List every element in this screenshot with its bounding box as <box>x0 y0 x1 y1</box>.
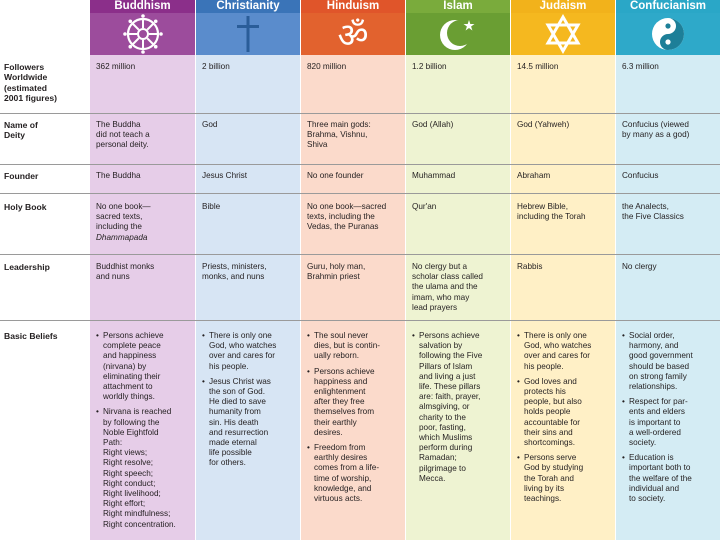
cell-leadership-confucianism <box>616 262 720 272</box>
cell-line: imam, who may <box>412 292 470 302</box>
cell-leadership-islam <box>406 262 510 313</box>
cell-line: No one book— <box>96 202 151 211</box>
cell-line: by many as a god) <box>622 130 690 140</box>
cell-leadership-hinduism <box>301 262 405 282</box>
cell-deity-confucianism <box>616 120 720 140</box>
cell-line: Priests, ministers, <box>202 262 267 271</box>
cell-holy-book-hinduism <box>301 202 405 233</box>
belief-item: • Persons achieve happiness and enlightenment after they free themselves from their earthly desires. <box>307 367 402 438</box>
belief-item: • Respect for par- ents and elders is important to a well-ordered society. <box>622 397 717 448</box>
star-of-david-icon <box>511 13 615 55</box>
cell-line: texts, including the <box>307 212 375 222</box>
cell-line: Vedas, the Puranas <box>307 222 379 232</box>
belief-item: • Social order, harmony, and good government should be based on strong family relationships. <box>622 331 717 392</box>
cell-deity-hinduism <box>301 120 405 151</box>
cell-beliefs-confucianism <box>616 331 720 509</box>
cell-holy-book-islam <box>406 202 510 212</box>
cell-line: Bible <box>202 202 221 211</box>
cell-line: Brahmin priest <box>307 272 360 282</box>
cell-line: Three main gods: <box>307 120 371 129</box>
cell-beliefs-judaism <box>511 331 615 509</box>
row-label-founder: Founder <box>4 171 39 181</box>
crescent-star-icon <box>406 13 510 55</box>
cell-line: No clergy but a <box>412 262 468 271</box>
belief-item: • Persons achieve complete peace and happiness (nirvana) by eliminating their attachment to worldly things. <box>96 331 192 402</box>
cell-beliefs-buddhism <box>90 331 195 535</box>
header-judaism: Judaism <box>511 0 615 13</box>
cell-line: No one book—sacred <box>307 202 387 211</box>
cell-line: Guru, holy man, <box>307 262 366 271</box>
cell-line: Brahma, Vishnu, <box>307 130 368 140</box>
cell-deity-judaism <box>511 120 615 130</box>
belief-item: • Persons achieve salvation by following the Five Pillars of Islam and living a just life. These pillars are: faith, prayer, almsgiving, or charity to the poor, fasting, which Muslims perform during Ramadan; pilgrimage to Mecca. <box>412 331 507 484</box>
cell-line: sacred texts, <box>96 212 143 222</box>
cell-followers-christianity: 2 billion <box>202 62 230 71</box>
row-divider <box>0 193 720 194</box>
cell-line: monks, and nuns <box>202 272 265 282</box>
cell-line: the Analects, <box>622 202 669 211</box>
cell-line: God (Allah) <box>412 120 454 129</box>
cell-leadership-judaism <box>511 262 615 272</box>
cell-deity-islam <box>406 120 510 130</box>
row-label-followers: Followers Worldwide (estimated 2001 figures) <box>4 62 58 103</box>
cell-founder-confucianism: Confucius <box>622 171 659 180</box>
cell-founder-christianity: Jesus Christ <box>202 171 248 180</box>
yin-yang-icon <box>616 13 720 55</box>
cell-line: Confucius (viewed <box>622 120 689 129</box>
cell-holy-book-christianity <box>196 202 300 212</box>
cell-line: and nuns <box>96 272 130 282</box>
belief-item: • Education is important both to the welfare of the individual and to society. <box>622 453 717 504</box>
header-christianity: Christianity <box>196 0 300 13</box>
cell-beliefs-islam <box>406 331 510 489</box>
row-label-holy-book: Holy Book <box>4 202 47 212</box>
belief-item: • Jesus Christ was the son of God. He died to save humanity from sin. His death and resurrection made eternal life possible for others. <box>202 377 297 469</box>
cell-holy-book-judaism <box>511 202 615 222</box>
row-label-leadership: Leadership <box>4 262 50 272</box>
cell-line: Buddhist monks <box>96 262 155 271</box>
header-hinduism: Hinduism <box>301 0 405 13</box>
cell-founder-islam: Muhammad <box>412 171 456 180</box>
cell-line: personal deity. <box>96 140 149 150</box>
cell-followers-judaism: 14.5 million <box>517 62 559 71</box>
cell-leadership-buddhism <box>90 262 195 282</box>
cell-line: Qur'an <box>412 202 437 211</box>
cell-beliefs-hinduism <box>301 331 405 509</box>
cell-line: scholar class called <box>412 272 483 282</box>
row-divider <box>0 113 720 114</box>
cell-line: the ulama and the <box>412 282 478 292</box>
cell-line: Dhammapada <box>96 232 148 242</box>
belief-item: • There is only one God, who watches over and cares for his people. <box>202 331 297 372</box>
cell-line: No clergy <box>622 262 657 271</box>
cell-line: The Buddha <box>96 120 141 129</box>
row-label-deity: Name of Deity <box>4 120 38 141</box>
belief-item: • Nirvana is reached by following the Noble Eightfold Path: Right views; Right resolve; Right speech; Right conduct; Right livelihood; Right effort; Right mindfulness; Right concentration. <box>96 407 192 529</box>
cell-followers-buddhism: 362 million <box>96 62 136 71</box>
cell-line: Shiva <box>307 140 328 150</box>
cell-line: including the Torah <box>517 212 586 222</box>
cell-deity-buddhism <box>90 120 195 151</box>
belief-item: • There is only one God, who watches over and cares for his people. <box>517 331 612 372</box>
cell-leadership-christianity <box>196 262 300 282</box>
dharma-wheel-icon <box>90 13 195 55</box>
row-divider <box>0 164 720 165</box>
cell-beliefs-christianity <box>196 331 300 474</box>
cell-line: God (Yahweh) <box>517 120 570 129</box>
cell-line: Hebrew Bible, <box>517 202 568 211</box>
row-label-basic-beliefs: Basic Beliefs <box>4 331 58 341</box>
belief-item: • Freedom from earthly desires comes from a life- time of worship, knowledge, and virtuous acts. <box>307 443 402 504</box>
cell-line: lead prayers <box>412 302 458 312</box>
cell-holy-book-buddhism <box>90 202 195 243</box>
cell-followers-hinduism: 820 million <box>307 62 347 71</box>
cell-founder-hinduism: No one founder <box>307 171 364 180</box>
belief-item: • God loves and protects his people, but also holds people accountable for their sins and shortcomings. <box>517 377 612 448</box>
header-islam: Islam <box>406 0 510 13</box>
cell-line: including the <box>96 222 142 232</box>
cell-line: Rabbis <box>517 262 543 271</box>
header-buddhism: Buddhism <box>90 0 195 13</box>
cell-followers-islam: 1.2 billion <box>412 62 447 71</box>
header-confucianism: Confucianism <box>616 0 720 13</box>
om-icon <box>301 13 405 55</box>
belief-item: • Persons serve God by studying the Torah and living by its teachings. <box>517 453 612 504</box>
cell-line: did not teach a <box>96 130 150 140</box>
cell-line: the Five Classics <box>622 212 684 222</box>
belief-item: • The soul never dies, but is contin- ually reborn. <box>307 331 402 362</box>
cell-deity-christianity <box>196 120 300 130</box>
svg-text:ॐ: ॐ <box>337 16 369 54</box>
cell-holy-book-confucianism <box>616 202 720 222</box>
cell-line: God <box>202 120 218 129</box>
cell-followers-confucianism: 6.3 million <box>622 62 659 71</box>
cell-founder-judaism: Abraham <box>517 171 551 180</box>
cross-icon <box>196 13 300 55</box>
cell-founder-buddhism: The Buddha <box>96 171 141 180</box>
row-divider <box>0 254 720 255</box>
row-divider <box>0 320 720 321</box>
